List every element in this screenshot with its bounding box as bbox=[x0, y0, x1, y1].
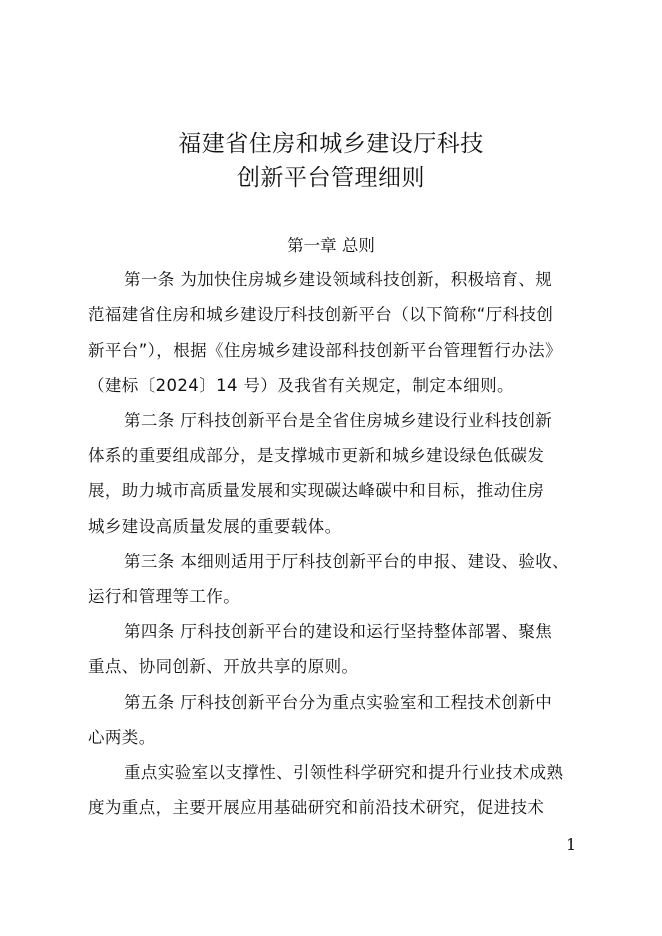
body-line: 运行和管理等工作。 bbox=[88, 587, 241, 606]
document-title-line-1: 福建省住房和城乡建设厅科技 bbox=[178, 131, 484, 157]
body-line: 第五条 厅科技创新平台分为重点实验室和工程技术创新中 bbox=[124, 693, 553, 712]
body-line: 新平台”），根据《住房城乡建设部科技创新平台管理暂行办法》 bbox=[88, 341, 562, 360]
body-line: 心两类。 bbox=[88, 728, 156, 747]
body-line: 第三条 本细则适用于厅科技创新平台的申报、建设、验收、 bbox=[124, 552, 570, 571]
body-line: 第四条 厅科技创新平台的建设和运行坚持整体部署、聚焦 bbox=[124, 622, 553, 641]
body-line: 第一条 为加快住房城乡建设领域科技创新，积极培育、规 bbox=[124, 270, 553, 289]
body-line: 重点实验室以支撑性、引领性科学研究和提升行业技术成熟 bbox=[124, 763, 564, 782]
body-line: 度为重点，主要开展应用基础研究和前沿技术研究，促进技术 bbox=[88, 798, 545, 817]
page-number: 1 bbox=[566, 835, 577, 854]
body-line: （建标〔2024〕14 号）及我省有关规定，制定本细则。 bbox=[88, 376, 514, 395]
chapter-heading: 第一章 总则 bbox=[287, 236, 375, 255]
body-line: 体系的重要组成部分，是支撑城市更新和城乡建设绿色低碳发 bbox=[88, 446, 545, 465]
body-line: 第二条 厅科技创新平台是全省住房城乡建设行业科技创新 bbox=[124, 411, 553, 430]
body-line: 重点、协同创新、开放共享的原则。 bbox=[88, 657, 359, 676]
document-title-line-2: 创新平台管理细则 bbox=[237, 165, 425, 191]
body-line: 展，助力城市高质量发展和实现碳达峰碳中和目标，推动住房 bbox=[88, 481, 545, 500]
body-line: 城乡建设高质量发展的重要载体。 bbox=[88, 517, 342, 536]
body-line: 范福建省住房和城乡建设厅科技创新平台（以下简称“厅科技创 bbox=[88, 305, 554, 324]
